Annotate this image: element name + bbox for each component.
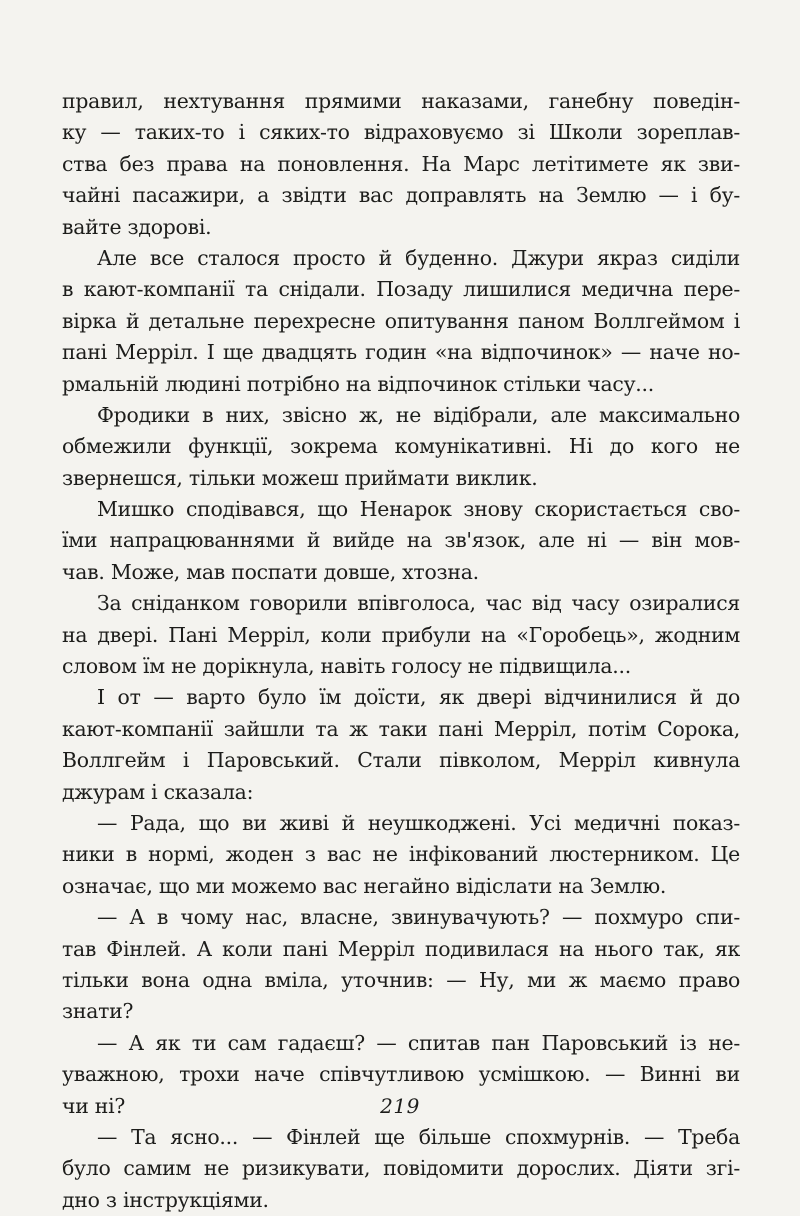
text-line: було самим не ризикувати, повідомити дорослих. Діяти згі- bbox=[62, 1156, 740, 1181]
paragraph bbox=[62, 243, 740, 400]
text-line: пані Мерріл. І ще двадцять годин «на відпочинок» — наче но- bbox=[62, 340, 740, 365]
text-line: І от — варто було їм доїсти, як двері відчинилися й до bbox=[97, 685, 740, 710]
text-line: чи ні? bbox=[62, 1093, 126, 1118]
text-line: За сніданком говорили впівголоса, час від часу озиралися bbox=[97, 591, 740, 616]
text-line: ники в нормі, жоден з вас не інфікований люстерником. Це bbox=[62, 842, 740, 867]
text-line: — А в чому нас, власне, звинувачують? — похмуро спи- bbox=[97, 905, 740, 930]
text-line: обмежили функції, зокрема комунікативні. Ні до кого не bbox=[62, 434, 740, 459]
text-line: чав. Може, мав поспати довше, хтозна. bbox=[62, 559, 479, 584]
text-line: чайні пасажири, а звідти вас доправлять на Землю — і бу- bbox=[62, 183, 740, 208]
text-line: ку — таких-то і сяких-то відраховуємо зі Школи зореплав- bbox=[62, 120, 740, 145]
text-line: дно з інструкціями. bbox=[62, 1187, 269, 1212]
text-line: рмальній людині потрібно на відпочинок стільки часу... bbox=[62, 371, 655, 396]
text-line: їми напрацюваннями й вийде на зв'язок, але ні — він мов- bbox=[62, 528, 740, 553]
text-line: тільки вона одна вміла, уточнив: — Ну, ми ж маємо право bbox=[62, 967, 740, 992]
paragraph bbox=[62, 808, 740, 902]
text-line: — Рада, що ви живі й неушкоджені. Усі медичні показ- bbox=[97, 810, 740, 835]
text-line: знати? bbox=[62, 999, 134, 1024]
text-line: джурам і сказала: bbox=[62, 779, 254, 804]
text-line: означає, що ми можемо вас негайно відіслати на Землю. bbox=[62, 873, 667, 898]
text-line: кают-компанії зайшли та ж таки пані Мерріл, потім Сорока, bbox=[62, 716, 740, 741]
paragraph bbox=[62, 1122, 740, 1216]
paragraph bbox=[62, 902, 740, 1028]
text-line: уважною, трохи наче співчутливою усмішкою. — Винні ви bbox=[62, 1062, 740, 1087]
text-line: Але все сталося просто й буденно. Джури якраз сиділи bbox=[97, 245, 740, 270]
text-line: Фродики в них, звісно ж, не відібрали, але максимально bbox=[97, 402, 740, 427]
text-line: Мишко сподівався, що Ненарок знову скористається сво- bbox=[97, 497, 740, 522]
paragraph bbox=[62, 494, 740, 588]
text-line: вірка й детальне перехресне опитування паном Воллгеймом і bbox=[62, 308, 740, 333]
paragraph bbox=[62, 682, 740, 808]
page-number: 219 bbox=[380, 1094, 420, 1118]
text-line: звернешся, тільки можеш приймати виклик. bbox=[62, 465, 538, 490]
text-line: словом їм не дорікнула, навіть голосу не підвищила... bbox=[62, 654, 631, 679]
text-line: на двері. Пані Мерріл, коли прибули на «Горобець», жодним bbox=[62, 622, 740, 647]
text-line: тав Фінлей. А коли пані Мерріл подивилася на нього так, як bbox=[62, 936, 740, 961]
book-page-text bbox=[62, 86, 740, 1216]
text-line: ства без права на поновлення. На Марс летітимете як зви- bbox=[62, 151, 740, 176]
text-line: правил, нехтування прямими наказами, ганебну поведін- bbox=[62, 89, 740, 113]
paragraph bbox=[62, 588, 740, 682]
paragraph bbox=[62, 400, 740, 494]
text-line: — Та ясно... — Фінлей ще більше спохмурнів. — Треба bbox=[97, 1124, 740, 1149]
text-line: вайте здорові. bbox=[62, 214, 212, 239]
text-line: Воллгейм і Паровський. Стали півколом, Мерріл кивнула bbox=[62, 748, 740, 773]
text-line: — А як ти сам гадаєш? — спитав пан Паровський із не- bbox=[97, 1030, 740, 1055]
text-line: в кают-компанії та снідали. Позаду лишилися медична пере- bbox=[62, 277, 740, 302]
paragraph bbox=[62, 86, 740, 243]
